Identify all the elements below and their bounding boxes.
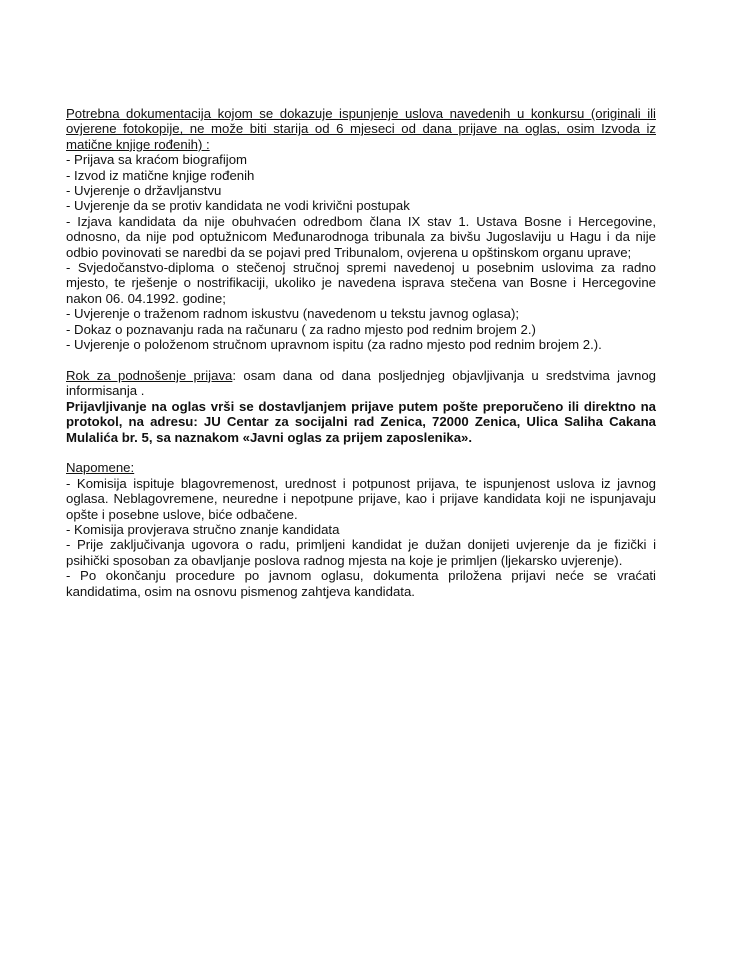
document-item: - Uvjerenje o državljanstvu bbox=[66, 183, 222, 199]
document-item: - Prijava sa kraćom biografijom bbox=[66, 152, 248, 168]
spacer bbox=[66, 353, 656, 368]
document-item: - Uvjerenje da se protiv kandidata ne vodi krivični postupak bbox=[66, 198, 410, 214]
note-item: - Prije zaključivanja ugovora o radu, primljeni kandidat je dužan donijeti uvjerenje da je fizički i psihički sposoban za obavljanje poslova radnog mjesta na koje je primljen (ljekarsko uvjerenje). bbox=[66, 537, 656, 568]
deadline-section bbox=[66, 368, 656, 445]
required-documents-section bbox=[66, 106, 656, 353]
deadline-paragraph bbox=[66, 368, 656, 399]
spacer bbox=[66, 445, 656, 460]
submission-instructions: Prijavljivanje na oglas vrši se dostavljanjem prijave putem pošte preporučeno ili direktno na protokol, na adresu: JU Centar za socijalni rad Zenica, 72000 Zenica, Ulica Saliha Cakana Mulalića br. 5, sa naznakom «Javni oglas za prijem zaposlenika». bbox=[66, 398, 656, 445]
note-item: - Komisija provjerava stručno znanje kandidata bbox=[66, 521, 340, 537]
note-item: - Po okončanju procedure po javnom oglasu, dokumenta priložena prijavi neće se vraćati kandidatima, osim na osnovu pismenog zahtjeva kandidata. bbox=[66, 568, 656, 599]
notes-heading: Napomene: bbox=[66, 460, 135, 476]
document-item: - Svjedočanstvo-diploma o stečenoj stručnoj spremi navedenoj u posebnim uslovima za radno mjesto, te rješenje o nostrifikaciji, ukoliko je navedena isprava stečena van Bosne i Hercegovine nakon 06. 04.1992. godine; bbox=[66, 260, 656, 306]
document-item: - Uvjerenje o položenom stručnom upravnom ispitu (za radno mjesto pod rednim brojem 2.). bbox=[66, 337, 602, 353]
deadline-label: Rok za podnošenje prijava bbox=[66, 367, 233, 383]
document-item: - Izvod iz matične knjige rođenih bbox=[66, 167, 255, 183]
document-item: - Dokaz o poznavanju rada na računaru ( za radno mjesto pod rednim brojem 2.) bbox=[66, 321, 536, 337]
note-item: - Komisija ispituje blagovremenost, urednost i potpunost prijava, te ispunjenost uslova iz javnog oglasa. Neblagovremene, neuredne i nepotpune prijave, kao i prijave kandidata koji ne ispunjavaju opšte i posebne uslove, biće odbačene. bbox=[66, 475, 656, 522]
document-item: - Uvjerenje o traženom radnom iskustvu (navedenom u tekstu javnog oglasa); bbox=[66, 306, 519, 322]
required-documents-heading: Potrebna dokumentacija kojom se dokazuje ispunjenje uslova navedenih u konkursu (originali ili ovjerene fotokopije, ne može biti starija od 6 mjeseci od dana prijave na oglas, osim Izvoda iz matične knjige rođenih) : bbox=[66, 106, 656, 152]
document-item: - Izjava kandidata da nije obuhvaćen odredbom člana IX stav 1. Ustava Bosne i Hercegovine, odnosno, da nije pod optužnicom Međunarodnoga tribunala za bivšu Jugoslaviju u Hagu i da nije odbio povinovati se naredbi da se pojavi pred Tribunalom, ovjerena u opštinskom organu uprave; bbox=[66, 213, 656, 260]
notes-section bbox=[66, 460, 656, 599]
deadline-text: : osam dana od dana posljednjeg objavljivanja u sredstvima javnog informisanja . bbox=[66, 367, 656, 399]
document-page bbox=[66, 106, 656, 599]
